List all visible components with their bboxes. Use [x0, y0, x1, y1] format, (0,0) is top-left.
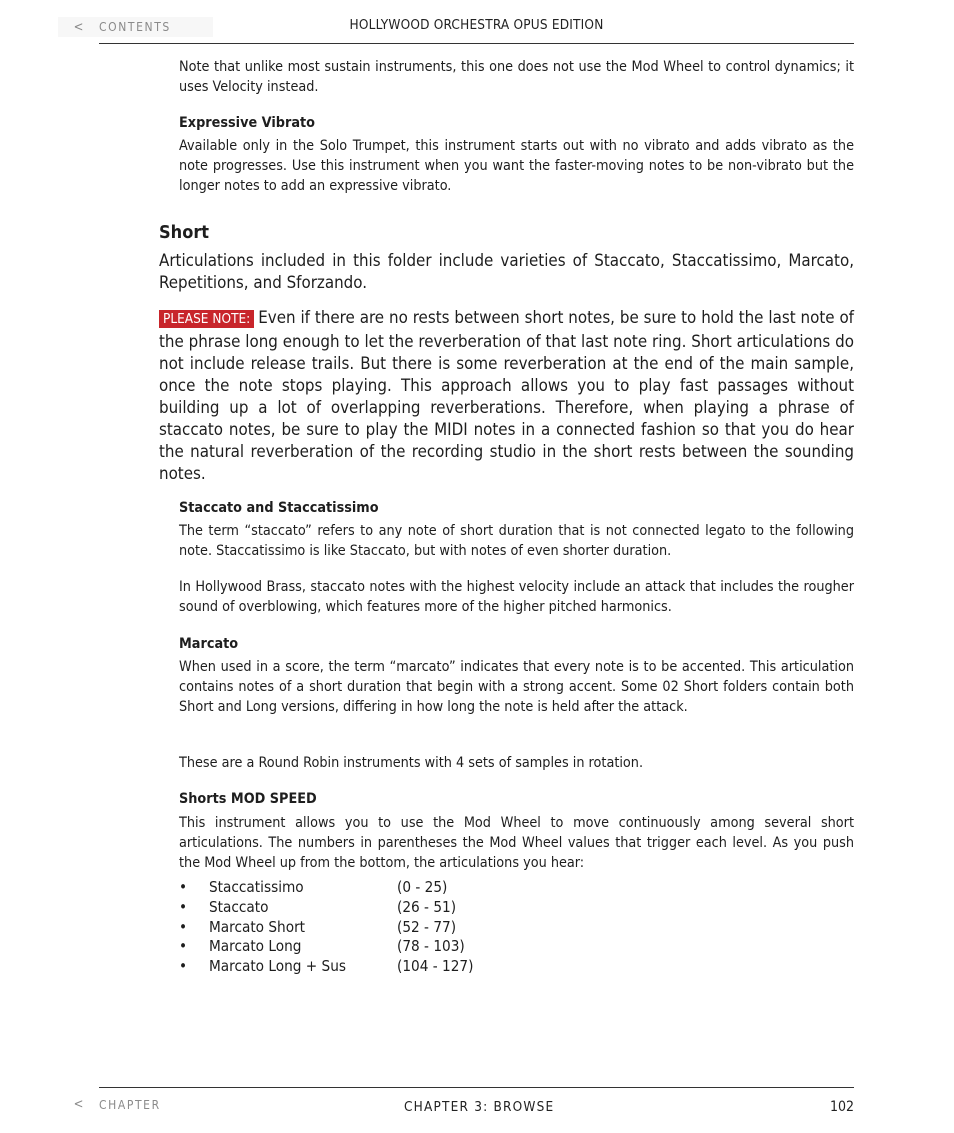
chevron-left-icon: < — [73, 1097, 84, 1112]
short-section-heading: Short — [159, 222, 210, 243]
expressive-vibrato-heading: Expressive Vibrato — [179, 115, 315, 131]
mod-wheel-range: (78 - 103) — [397, 937, 465, 956]
mod-wheel-range: (52 - 77) — [397, 917, 457, 936]
please-note-paragraph — [159, 306, 854, 484]
articulation-name: Staccato — [209, 897, 269, 916]
intro-paragraph: Note that unlike most sustain instruments, this one does not use the Mod Wheel to control dynamics; it uses Velocity instead. — [179, 59, 854, 95]
articulation-name: Marcato Short — [209, 917, 306, 936]
please-note-text: Even if there are no rests between short notes, be sure to hold the last note of the phrase long enough to let the reverberation of that last note ring. Short articulations do not include release trails. But there is some reverberation at the end of the main sample, once the note stops playing. This approach allows you to play fast passages without building up a lot of overlapping reverberations. Therefore, when playing a phrase of staccato notes, be sure to play the MIDI notes in a connected fashion so that you do hear the natural reverberation of the recording studio in the short rests between the sounding notes. — [159, 307, 854, 483]
contents-link-label: CONTENTS — [99, 20, 171, 34]
mod-wheel-range: (0 - 25) — [397, 878, 448, 896]
mod-wheel-range: (26 - 51) — [397, 897, 457, 916]
bullet-icon: • — [179, 957, 188, 976]
bullet-icon: • — [179, 937, 188, 956]
document-title: HOLLYWOOD ORCHESTRA OPUS EDITION — [349, 17, 604, 33]
list-item — [179, 918, 473, 938]
marcato-heading: Marcato — [179, 636, 239, 652]
footer-divider — [99, 1087, 854, 1088]
staccato-paragraph-2: In Hollywood Brass, staccato notes with the highest velocity include an attack that includes the rougher sound of overblowing, which features more of the higher pitched harmonics. — [179, 579, 854, 615]
short-intro-paragraph: Articulations included in this folder include varieties of Staccato, Staccatissimo, Marcato, Repetitions, and Sforzando. — [159, 250, 854, 292]
staccato-paragraph-1: The term “staccato” refers to any note of short duration that is not connected legato to the following note. Staccatissimo is like Staccato, but with notes of even shorter duration. — [179, 523, 854, 559]
list-item — [179, 957, 473, 977]
bullet-icon: • — [179, 878, 188, 896]
marcato-paragraph-2: These are a Round Robin instruments with 4 sets of samples in rotation. — [179, 755, 644, 771]
mod-wheel-range: (104 - 127) — [397, 957, 474, 976]
articulation-name: Staccatissimo — [209, 878, 304, 896]
articulation-name: Marcato Long — [209, 937, 302, 956]
bullet-icon: • — [179, 897, 188, 916]
header-divider — [99, 43, 854, 44]
articulation-name: Marcato Long + Sus — [209, 957, 346, 976]
bullet-icon: • — [179, 917, 188, 936]
list-item — [179, 898, 473, 918]
expressive-vibrato-paragraph: Available only in the Solo Trumpet, this instrument starts out with no vibrato and adds vibrato as the note progresses. Use this instrument when you want the faster-moving notes to be non-vibrato but the longer notes to add an expressive vibrato. — [179, 138, 854, 194]
list-item — [179, 937, 473, 957]
shorts-mod-speed-paragraph: This instrument allows you to use the Mod Wheel to move continuously among several short articulations. The numbers in parentheses the Mod Wheel values that trigger each level. As you push the Mod Wheel up from the bottom, the articulations you hear: — [179, 815, 854, 871]
please-note-badge: PLEASE NOTE: — [159, 310, 254, 328]
marcato-paragraph-1: When used in a score, the term “marcato” indicates that every note is to be accented. This articulation contains notes of a short duration that begin with a strong accent. Some 02 Short folders contain both Short and Long versions, differing in how long the note is held after the attack. — [179, 659, 854, 715]
chapter-label: CHAPTER 3: BROWSE — [404, 1099, 555, 1115]
page-number: 102 — [829, 1099, 854, 1115]
staccato-heading: Staccato and Staccatissimo — [179, 500, 379, 516]
chapter-link-label: CHAPTER — [99, 1097, 161, 1112]
chapter-nav-button[interactable] — [58, 1097, 161, 1112]
articulation-list — [179, 878, 473, 977]
chevron-left-icon: < — [73, 19, 84, 35]
list-item — [179, 878, 473, 898]
shorts-mod-speed-heading: Shorts MOD SPEED — [179, 791, 317, 807]
